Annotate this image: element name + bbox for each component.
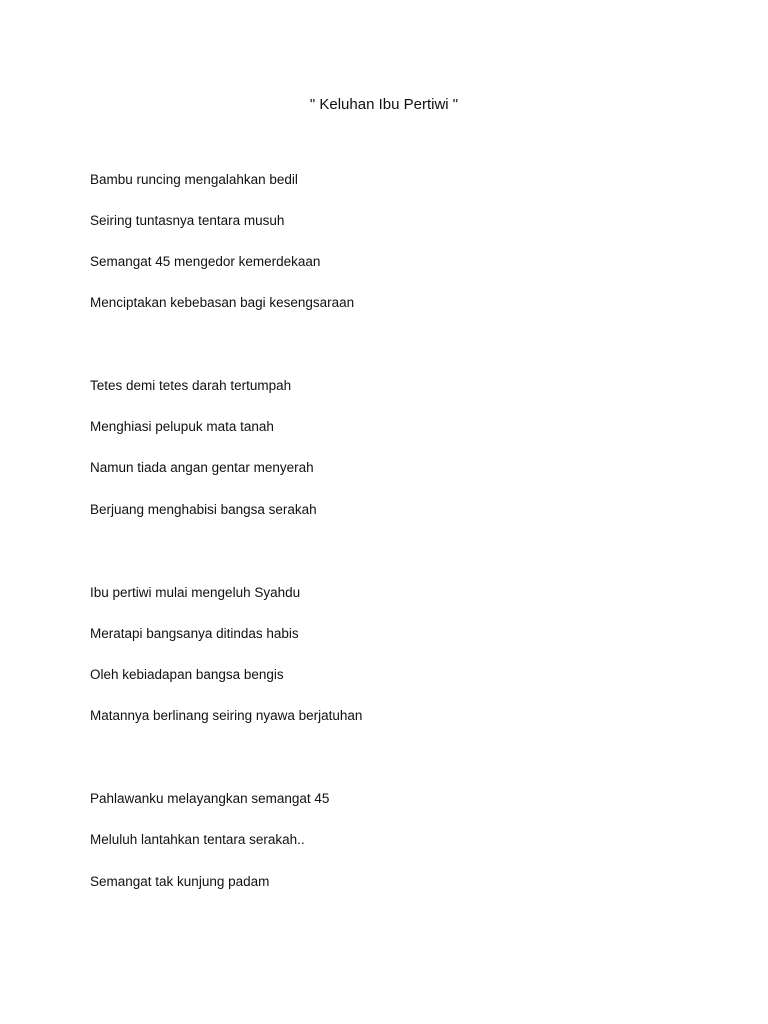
poem-line: Ibu pertiwi mulai mengeluh Syahdu [90,585,301,600]
poem-line: Semangat 45 mengedor kemerdekaan [90,254,321,269]
poem-line: Matannya berlinang seiring nyawa berjatuhan [90,708,363,723]
poem-line: Tetes demi tetes darah tertumpah [90,378,292,393]
poem-line: Menghiasi pelupuk mata tanah [90,419,274,434]
poem-line: Meluluh lantahkan tentara serakah.. [90,832,305,847]
poem-line: Bambu runcing mengalahkan bedil [90,172,298,187]
poem-line: Oleh kebiadapan bangsa bengis [90,667,284,682]
poem-line: Semangat tak kunjung padam [90,874,270,889]
poem-line: Menciptakan kebebasan bagi kesengsaraan [90,295,355,310]
poem-line: Seiring tuntasnya tentara musuh [90,213,285,228]
poem-line: Meratapi bangsanya ditindas habis [90,626,299,641]
poem-line: Namun tiada angan gentar menyerah [90,460,314,475]
poem-line: Berjuang menghabisi bangsa serakah [90,502,317,517]
poem-line: Pahlawanku melayangkan semangat 45 [90,791,330,806]
poem-title: " Keluhan Ibu Pertiwi " [309,96,459,113]
